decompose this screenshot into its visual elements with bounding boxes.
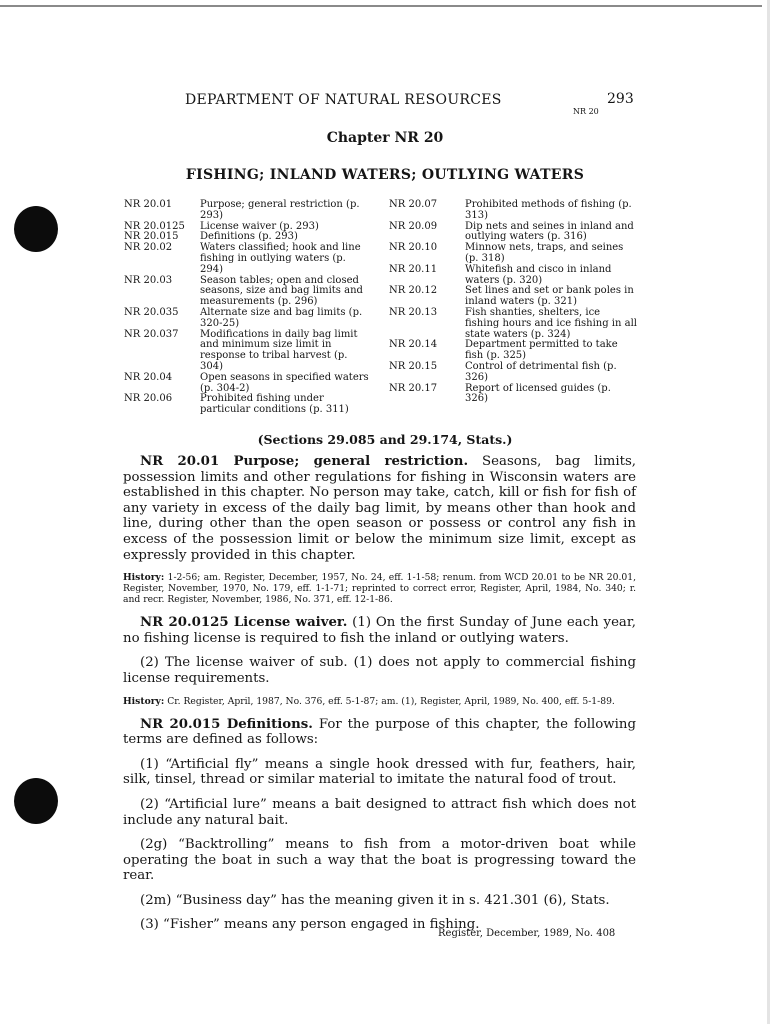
toc-entry <box>124 200 372 222</box>
top-scan-edge <box>0 5 762 7</box>
toc-number: NR 20.06 <box>124 393 173 405</box>
toc-title: Control of detrimental fish (p. 326) <box>465 360 617 383</box>
toc-number: NR 20.037 <box>124 328 179 340</box>
toc-entry <box>124 373 372 395</box>
chapter-code: NR 20 <box>573 107 599 116</box>
toc-title: Open seasons in specified waters (p. 304-2) <box>200 371 369 394</box>
toc-number: NR 20.14 <box>389 339 438 351</box>
toc-number: NR 20.04 <box>124 371 173 383</box>
toc-number: NR 20.10 <box>389 242 438 254</box>
toc-number: NR 20.11 <box>389 263 438 275</box>
toc-entry <box>389 286 637 308</box>
section-text: Seasons, bag limits, possession limits and other regulations for fishing in Wisconsin waters are established in this chapter. No person may take, catch, kill or fish for fish of any variety in excess of the daily bag limit, by means other than hook and line, during other than the open season or possess or control any fish in excess of the possession limit or below the minimum size limit, except as expressly provided in this chapter. <box>123 454 636 563</box>
history-note <box>123 572 636 605</box>
toc-number: NR 20.015 <box>124 231 179 243</box>
toc-title: Department permitted to take fish (p. 325) <box>465 339 618 362</box>
toc-number: NR 20.02 <box>124 242 173 254</box>
toc-title: Definitions (p. 293) <box>200 231 298 243</box>
toc-entry <box>124 308 372 330</box>
toc-title: Dip nets and seines in inland and outlying waters (p. 316) <box>465 220 634 243</box>
toc-entry <box>389 308 637 340</box>
toc-entry <box>124 330 372 373</box>
toc-title: Prohibited fishing under particular conditions (p. 311) <box>200 393 349 416</box>
toc-number: NR 20.17 <box>389 382 438 394</box>
chapter-heading: Chapter NR 20 <box>326 130 444 146</box>
toc-entry <box>389 340 637 362</box>
toc-left-column <box>124 200 372 416</box>
toc-title: Fish shanties, shelters, ice fishing hours and ice fishing in all state waters (p. 324) <box>465 306 637 340</box>
toc-title: Set lines and set or bank poles in inland waters (p. 321) <box>465 285 634 308</box>
register-footer: Register, December, 1989, No. 408 <box>438 928 616 939</box>
toc-title: Whitefish and cisco in inland waters (p. 320) <box>465 263 612 286</box>
toc-title: License waiver (p. 293) <box>200 220 319 232</box>
section-text: (1) On the first Sunday of June each year, no fishing license is required to fish the inland or outlying waters. <box>123 615 636 646</box>
section-heading: NR 20.015 Definitions. <box>140 716 313 732</box>
section-nr-20-01 <box>123 454 636 563</box>
toc-number: NR 20.13 <box>389 306 438 318</box>
toc-title: Season tables; open and closed seasons, size and bag limits and measurements (p. 296) <box>200 274 363 308</box>
toc-title: Modifications in daily bag limit and minimum size limit in response to tribal harvest (p. 304) <box>200 328 358 372</box>
toc-title: Waters classified; hook and line fishing in outlying waters (p. 294) <box>200 242 361 275</box>
history-note <box>123 696 636 707</box>
section-heading: NR 20.0125 License waiver. <box>140 615 348 631</box>
toc-title: Report of licensed guides (p. 326) <box>465 382 611 405</box>
toc-right-column <box>389 200 637 405</box>
section-text: For the purpose of this chapter, the following terms are defined as follows: <box>123 716 636 748</box>
toc-entry <box>124 276 372 308</box>
history-label: History: <box>123 572 165 584</box>
toc-entry <box>389 362 637 384</box>
toc-title: Minnow nets, traps, and seines (p. 318) <box>465 242 624 264</box>
toc-title: Purpose; general restriction (p. 293) <box>200 199 360 221</box>
history-text: Cr. Register, April, 1987, No. 376, eff. 5-1-87; am. (1), Register, April, 1989, No. 400, eff. 5-1-89. <box>164 695 615 707</box>
toc-entry <box>124 243 372 275</box>
section-heading: NR 20.01 Purpose; general restriction. <box>140 454 469 469</box>
toc-number: NR 20.07 <box>389 199 438 210</box>
toc-entry <box>389 243 637 265</box>
definition-item: (2m) “Business day” has the meaning given it in s. 421.301 (6), Stats. <box>140 892 610 908</box>
chapter-body <box>123 454 636 942</box>
punch-hole-bottom <box>14 778 58 824</box>
toc-number: NR 20.035 <box>124 306 179 318</box>
page-number: 293 <box>607 91 634 107</box>
toc-number: NR 20.09 <box>389 220 438 232</box>
definition-item: (3) “Fisher” means any person engaged in fishing. <box>140 917 480 933</box>
toc-number: NR 20.12 <box>389 285 438 297</box>
subsection-text: (2) The license waiver of sub. (1) does not apply to commercial fishing license requirements. <box>123 655 636 686</box>
toc-title: Prohibited methods of fishing (p. 313) <box>465 199 632 221</box>
statutory-authority: (Sections 29.085 and 29.174, Stats.) <box>257 432 513 447</box>
chapter-title: FISHING; INLAND WATERS; OUTLYING WATERS <box>185 167 585 183</box>
section-nr-20-0125 <box>123 615 636 646</box>
toc-entry <box>389 265 637 287</box>
toc-number: NR 20.15 <box>389 360 438 372</box>
toc-number: NR 20.0125 <box>124 220 185 232</box>
toc-entry <box>389 222 637 244</box>
toc-number: NR 20.01 <box>124 199 173 210</box>
toc-entry <box>124 394 372 416</box>
definition-item: (2) “Artificial lure” means a bait designed to attract fish which does not include any natural bait. <box>123 796 636 828</box>
running-head: DEPARTMENT OF NATURAL RESOURCES <box>185 92 502 108</box>
history-label: History: <box>123 695 165 707</box>
punch-hole-top <box>14 206 58 252</box>
toc-title: Alternate size and bag limits (p. 320-25) <box>200 306 363 329</box>
toc-entry <box>389 200 637 222</box>
definition-item: (1) “Artificial fly” means a single hook dressed with fur, feathers, hair, silk, tinsel, thread or similar material to imitate the natural food of trout. <box>123 756 636 788</box>
history-text: 1-2-56; am. Register, December, 1957, No. 24, eff. 1-1-58; renum. from WCD 20.01 to be NR 20.01, Register, November, 1970, No. 179, eff. 1-1-71; reprinted to correct error, Register, April, 1984, No. 340; r. and recr. Register, November, 1986, No. 371, eff. 12-1-86. <box>123 572 636 606</box>
definition-item: (2g) “Backtrolling” means to fish from a motor-driven boat while operating the boat in such a way that the boat is progressing toward the rear. <box>123 837 636 884</box>
section-nr-20-015 <box>123 717 636 748</box>
toc-entry <box>389 384 637 406</box>
toc-number: NR 20.03 <box>124 274 173 286</box>
